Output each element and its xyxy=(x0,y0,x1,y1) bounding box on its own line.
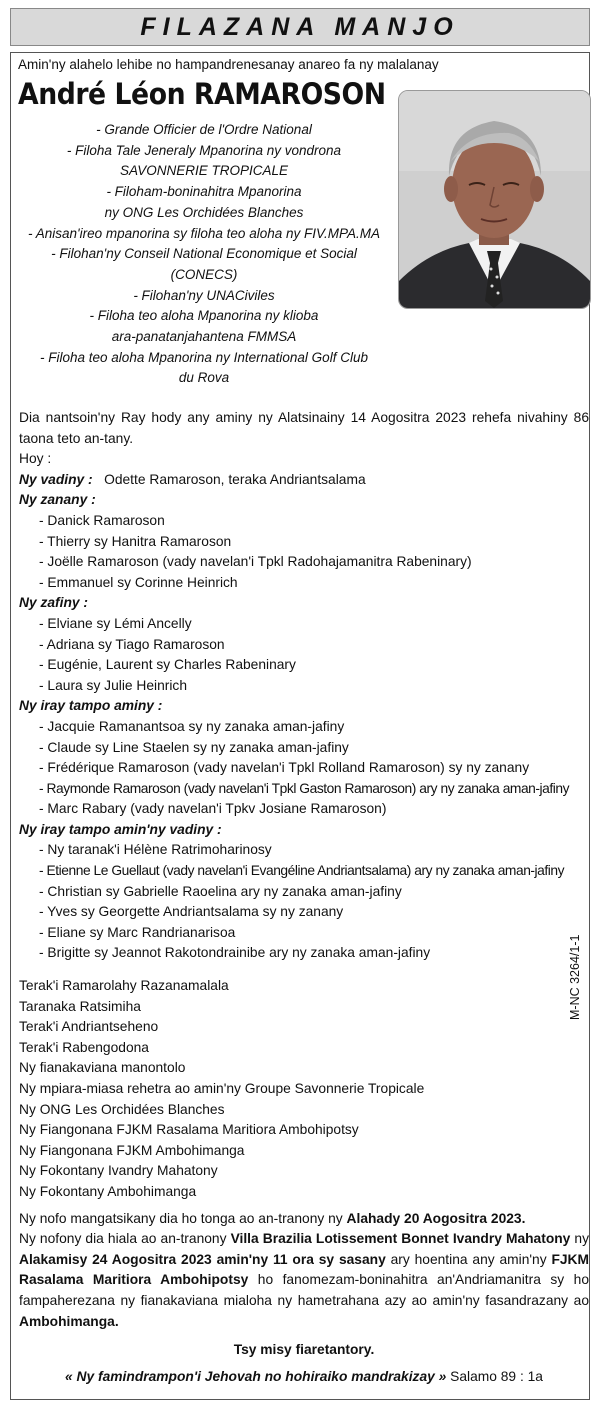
title-line: - Anisan'ireo mpanorina sy filoha teo aloha ny FIV.MPA.MA xyxy=(28,225,380,241)
title-line: SAVONNERIE TROPICALE xyxy=(119,163,289,179)
portrait-photo xyxy=(398,90,591,309)
title-line: - Grande Officier de l'Ordre National xyxy=(96,122,312,137)
list-item: - Elviane sy Lémi Ancelly xyxy=(39,615,192,631)
verse-line xyxy=(19,1367,589,1388)
list-item: - Christian sy Gabrielle Raoelina ary ny zanaka aman-jafiny xyxy=(39,883,402,899)
hoy-label: Hoy : xyxy=(19,451,52,467)
notice-body xyxy=(19,408,589,1387)
spouse-line xyxy=(19,470,589,491)
title-line: - Filoha teo aloha Mpanorina ny International Golf Club xyxy=(40,349,368,365)
list-item: - Raymonde Ramaroson (vady navelan'i Tpkl Gaston Ramaroson) ary ny zanaka aman-jafiny xyxy=(39,780,570,796)
list-item: - Joëlle Ramaroson (vady navelan'i Tpkl Radohajamanitra Rabeninary) xyxy=(39,554,472,570)
closing-line: Tsy misy fiaretantory. xyxy=(233,1342,375,1358)
titles-list xyxy=(14,120,394,389)
title-line: ara-panatanjahantena FMMSA xyxy=(111,329,297,345)
list-item: - Emmanuel sy Corinne Heinrich xyxy=(39,574,238,590)
siblings-label: Ny iray tampo aminy : xyxy=(19,698,163,714)
intro-line: Amin'ny alahelo lehibe no hampandrenesanay anareo fa ny malalanay xyxy=(18,57,439,72)
notice-title: FILAZANA MANJO xyxy=(140,12,460,41)
family-line: Ny Fiangonana FJKM Ambohimanga xyxy=(19,1142,245,1158)
family-line: Taranaka Ratsimiha xyxy=(19,998,141,1014)
family-line: Ny Fiangonana FJKM Rasalama Maritiora Ambohipotsy xyxy=(19,1122,359,1138)
spouse-name: Odette Ramaroson, teraka Andriantsalama xyxy=(104,471,366,487)
grandchildren-label: Ny zafiny : xyxy=(19,595,88,611)
list-item: - Jacquie Ramanantsoa sy ny zanaka aman-jafiny xyxy=(39,718,345,734)
title-line: - Filoham-boninahitra Mpanorina xyxy=(106,184,302,200)
announcement: Dia nantsoin'ny Ray hody any aminy ny Alatsinainy 14 Aogositra 2023 rehefa nivahiny 86 taona teto an-tany. xyxy=(19,410,589,446)
title-line: - Filohan'ny Conseil National Economique et Social xyxy=(51,246,357,262)
title-line: - Filoha Tale Jeneraly Mpanorina ny vondrona xyxy=(66,142,342,158)
family-line: Ny ONG Les Orchidées Blanches xyxy=(19,1101,225,1117)
list-item: - Ny taranak'i Hélène Ratrimoharinosy xyxy=(39,842,272,858)
family-line: Terak'i Andriantseheno xyxy=(19,1019,159,1035)
title-line: - Filoha teo aloha Mpanorina ny klioba xyxy=(89,308,319,324)
list-item: - Claude sy Line Staelen sy ny zanaka aman-jafiny xyxy=(39,739,349,755)
list-item: - Frédérique Ramaroson (vady navelan'i Tpkl Rolland Ramaroson) sy ny zanany xyxy=(39,760,530,776)
family-line: Ny mpiara-miasa rehetra ao amin'ny Groupe Savonnerie Tropicale xyxy=(19,1081,425,1096)
spouse-siblings-label: Ny iray tampo amin'ny vadiny : xyxy=(19,821,222,837)
family-line: Terak'i Ramarolahy Razanamalala xyxy=(19,978,229,994)
list-item: - Eugénie, Laurent sy Charles Rabeninary xyxy=(39,657,296,673)
family-line: Ny fianakaviana manontolo xyxy=(19,1060,186,1076)
verse-quote: « Ny famindrampon'i Jehovah no hohiraiko mandrakizay » xyxy=(65,1368,447,1384)
reference-code: M-NC 3264/1-1 xyxy=(568,934,582,1020)
deceased-name: André Léon RAMAROSON xyxy=(18,77,386,111)
title-line: ny ONG Les Orchidées Blanches xyxy=(104,204,304,220)
list-item: - Marc Rabary (vady navelan'i Tpkv Josiane Ramaroson) xyxy=(39,801,387,817)
list-item: - Danick Ramaroson xyxy=(39,512,165,528)
list-item: - Thierry sy Hanitra Ramaroson xyxy=(39,533,232,549)
verse-ref: Salamo 89 : 1a xyxy=(446,1368,543,1384)
notice-header xyxy=(10,8,590,46)
list-item: - Yves sy Georgette Andriantsalama sy ny zanany xyxy=(39,904,344,920)
funeral-procession: Ny nofony dia hiala ao an-tranony Villa Brazilia Lotissement Bonnet Ivandry Mahatony ny Alakamisy 24 Aogositra 2023 amin'ny 11 ora sy sasany ary hoentina any amin'ny FJKM Rasalama Maritiora Ambohipotsy ho fanomezam-boninahitra an'Andriamanitra sy ho fampaherezana ny fianakaviana mialoha ny hametrahana azy ao amin'ny fasandrazany ao Ambohimanga. xyxy=(19,1231,590,1329)
list-item: - Brigitte sy Jeannot Rakotondrainibe ary ny zanaka aman-jafiny xyxy=(39,945,431,961)
portrait-illustration xyxy=(399,91,590,308)
list-item: - Laura sy Julie Heinrich xyxy=(39,677,187,693)
funeral-arrival: Ny nofo mangatsikany dia ho tonga ao an-tranony ny Alahady 20 Aogositra 2023. xyxy=(19,1210,526,1226)
spouse-label: Ny vadiny : xyxy=(19,471,93,487)
family-line: Ny Fokontany Ivandry Mahatony xyxy=(19,1163,218,1179)
family-line: Ny Fokontany Ambohimanga xyxy=(19,1183,197,1199)
list-item: - Etienne Le Guellaut (vady navelan'i Evangéline Andriantsalama) ary ny zanaka aman-jafiny xyxy=(39,863,565,879)
title-line: - Filohan'ny UNACiviles xyxy=(133,287,275,303)
children-label: Ny zanany : xyxy=(19,492,96,508)
title-line: (CONECS) xyxy=(170,266,238,282)
family-line: Terak'i Rabengodona xyxy=(19,1039,149,1055)
title-line: du Rova xyxy=(178,370,230,386)
list-item: - Adriana sy Tiago Ramaroson xyxy=(39,636,225,652)
list-item: - Eliane sy Marc Randrianarisoa xyxy=(39,924,236,940)
